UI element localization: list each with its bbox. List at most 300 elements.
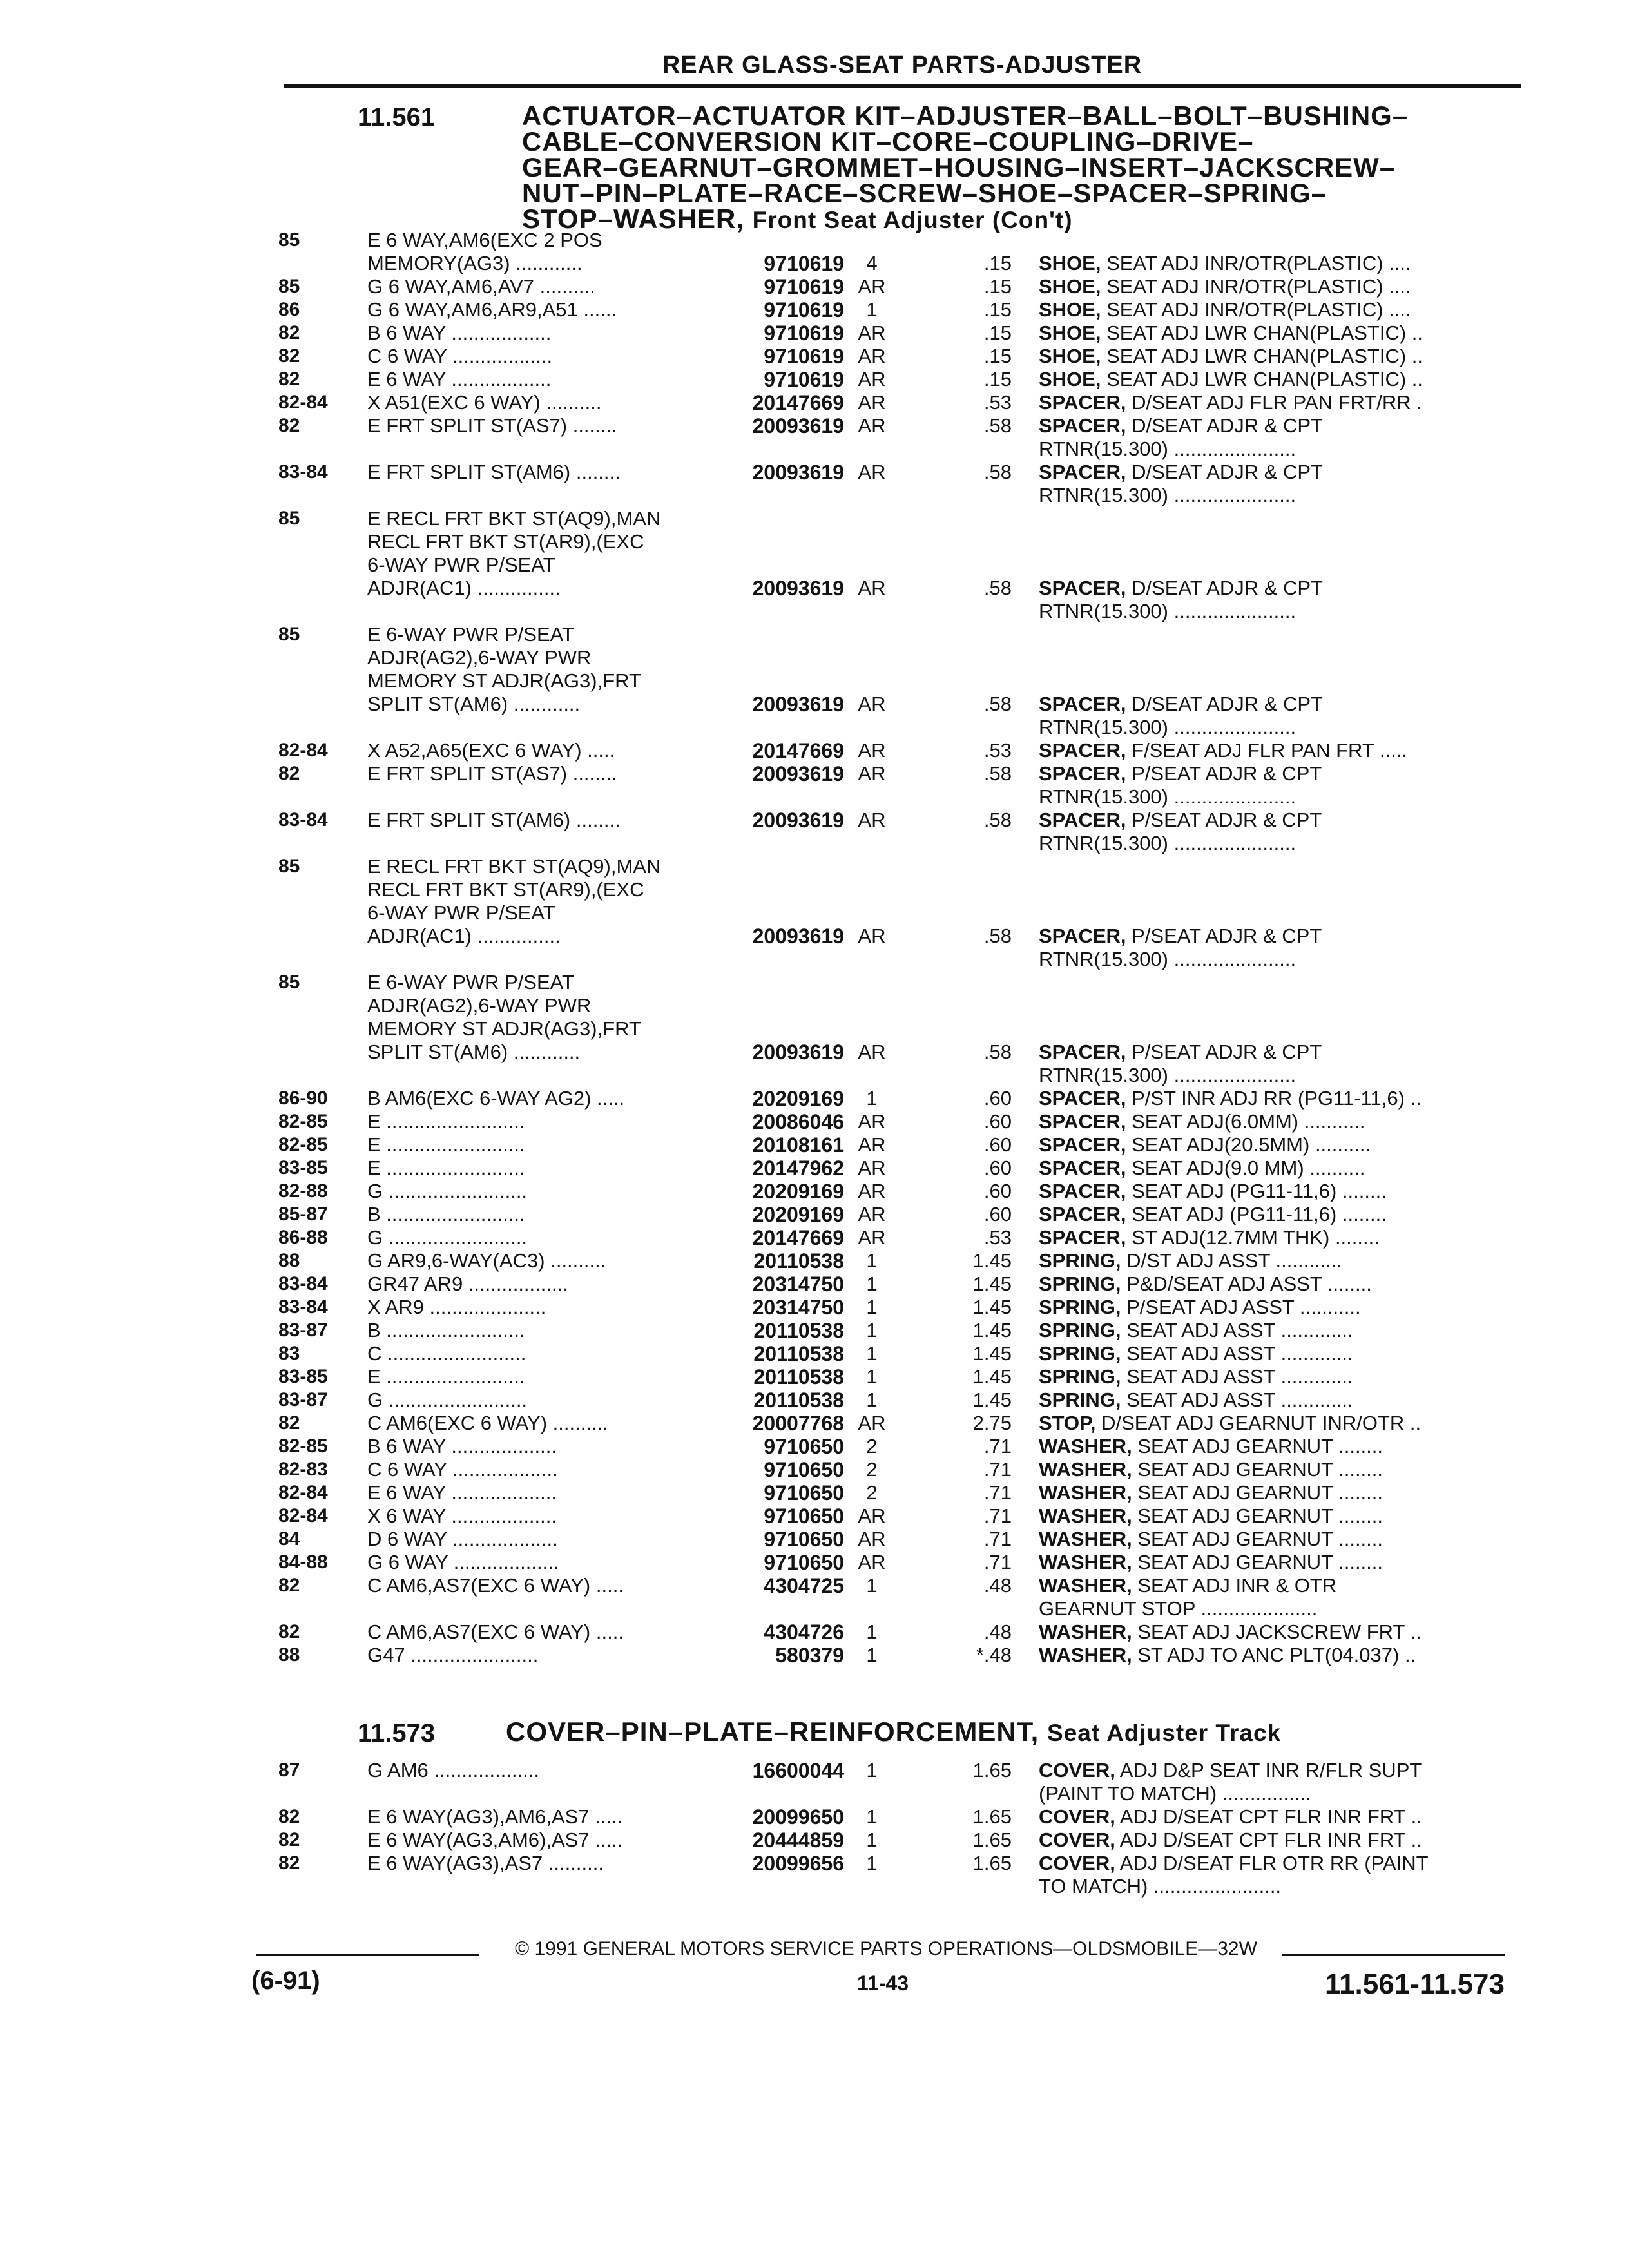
quantity: AR [858,1504,886,1527]
description-text: P&D/SEAT ADJ ASST ........ [1121,1273,1372,1295]
model-year: 83-85 [278,1157,328,1178]
application: E FRT SPLIT ST(AM6) ........ [367,809,621,831]
application: C ......................... [367,1342,526,1365]
description-text: P/ST INR ADJ RR (PG11-11,6) .. [1126,1087,1422,1110]
description-text: RTNR(15.300) ...................... [1039,785,1296,808]
description-text: RTNR(15.300) ...................... [1039,1064,1296,1086]
application: E 6 WAY(AG3),AS7 .......... [367,1852,604,1874]
part-number: 20093619 [752,762,844,785]
description-text: SEAT ADJ GEARNUT ........ [1132,1458,1383,1481]
description [1039,739,1509,762]
description-noun: SPACER, [1039,391,1126,414]
description-text: SEAT ADJ INR/OTR(PLASTIC) .... [1101,298,1411,321]
part-number: 20099650 [752,1805,844,1829]
model-year: 85 [278,856,300,877]
description-text: RTNR(15.300) ...................... [1039,948,1296,970]
parts-row [0,345,1629,368]
application: C AM6(EXC 6 WAY) .......... [367,1412,608,1434]
parts-row [0,1319,1629,1342]
part-number: 9710619 [764,345,844,368]
parts-row [0,507,1629,530]
quantity: AR [858,1133,886,1156]
parts-row [0,1412,1629,1435]
application: RECL FRT BKT ST(AR9),(EXC [367,530,644,553]
part-number: 20110538 [753,1249,844,1273]
parts-row [0,809,1629,832]
parts-row [0,1551,1629,1574]
part-number: 9710619 [764,322,844,345]
model-year: 85 [278,972,300,993]
parts-row [0,785,1629,809]
description [1039,368,1509,391]
description-text: SEAT ADJ ASST ............. [1121,1342,1353,1365]
description-noun: WASHER, [1039,1458,1132,1481]
price: .71 [983,1458,1012,1481]
description [1039,414,1509,437]
application: G AM6 ................... [367,1759,540,1782]
application: E FRT SPLIT ST(AS7) ........ [367,414,617,437]
description [1039,809,1509,832]
description [1039,1249,1509,1273]
parts-list-11-573 [0,1759,1629,1898]
parts-row [0,368,1629,391]
price: .15 [983,322,1012,344]
description-noun: WASHER, [1039,1504,1132,1527]
parts-row [0,275,1629,298]
application: G 6 WAY,AM6,AV7 .......... [367,275,595,298]
part-number: 20093619 [752,461,844,484]
description-noun: SHOE, [1039,298,1101,321]
parts-row [0,1087,1629,1110]
part-number: 20147962 [752,1157,844,1180]
parts-row [0,1458,1629,1481]
price: 1.45 [972,1249,1012,1272]
price: 1.45 [972,1342,1012,1365]
description-noun: SPACER, [1039,461,1126,483]
description-text: RTNR(15.300) ...................... [1039,716,1296,738]
application: G ......................... [367,1226,528,1249]
parts-row [0,322,1629,345]
application: B ......................... [367,1319,525,1341]
description [1039,1644,1509,1667]
description-text: SEAT ADJ(20.5MM) .......... [1126,1133,1371,1156]
quantity: AR [858,368,886,390]
quantity: 1 [866,1087,878,1110]
description-text: D/SEAT ADJR & CPT [1126,414,1323,437]
part-number: 9710650 [764,1504,844,1528]
price: .58 [983,414,1012,437]
parts-row [0,1644,1629,1667]
description-text: SEAT ADJ GEARNUT ........ [1132,1435,1383,1457]
description [1039,600,1509,623]
quantity: AR [858,275,886,298]
header-rule [284,84,1521,88]
model-year: 84 [278,1528,300,1550]
description-text: ST ADJ(12.7MM THK) ........ [1126,1226,1380,1249]
description [1039,1365,1509,1389]
part-number: 20093619 [752,414,844,437]
price: .15 [983,298,1012,321]
price: .71 [983,1435,1012,1457]
price: .58 [983,1041,1012,1063]
application: B 6 WAY .................. [367,322,552,344]
description-noun: SHOE, [1039,252,1101,274]
application: E 6 WAY,AM6(EXC 2 POS [367,229,602,251]
model-year: 82 [278,1575,300,1596]
section-range: 11.561-11.573 [1325,1968,1505,2000]
part-number: 20110538 [753,1389,844,1412]
application: E RECL FRT BKT ST(AQ9),MAN [367,507,661,530]
application: X A52,A65(EXC 6 WAY) ..... [367,739,615,762]
parts-row [0,994,1629,1017]
description-noun: SPRING, [1039,1319,1121,1341]
parts-row [0,1481,1629,1504]
price: .60 [983,1133,1012,1156]
description [1039,484,1509,507]
quantity: AR [858,1528,886,1550]
application: ADJR(AC1) ............... [367,577,561,599]
parts-row [0,1597,1629,1620]
description-noun: WASHER, [1039,1435,1132,1457]
price: .15 [983,345,1012,367]
application: G ......................... [367,1389,528,1411]
parts-row [0,901,1629,925]
price: .71 [983,1481,1012,1504]
parts-row [0,1852,1629,1875]
model-year: 83-84 [278,1273,328,1294]
part-number: 9710619 [764,275,844,298]
parts-row [0,484,1629,507]
description-text: ST ADJ TO ANC PLT(04.037) .. [1132,1644,1416,1666]
parts-row [0,832,1629,855]
part-number: 20086046 [752,1110,844,1133]
quantity: 1 [866,1829,878,1851]
part-number: 20209169 [752,1087,844,1110]
description [1039,1157,1509,1180]
description-noun: COVER, [1039,1759,1115,1782]
model-year: 82-84 [278,392,328,413]
description [1039,252,1509,275]
parts-row [0,391,1629,414]
model-year: 83-87 [278,1320,328,1341]
price: .58 [983,693,1012,715]
description-text: P/SEAT ADJR & CPT [1126,809,1322,831]
model-year: 83-87 [278,1389,328,1410]
parts-row [0,229,1629,252]
part-number: 9710650 [764,1481,844,1504]
part-number: 9710650 [764,1528,844,1551]
price: 1.45 [972,1319,1012,1341]
price: .58 [983,762,1012,785]
parts-row [0,1504,1629,1528]
part-number: 20314750 [752,1296,844,1319]
section-subtitle: Seat Adjuster Track [1047,1720,1282,1746]
quantity: AR [858,1157,886,1179]
model-year: 84-88 [278,1552,328,1573]
quantity: AR [858,925,886,947]
description-text: SEAT ADJ ASST ............. [1121,1389,1353,1411]
description-text: SEAT ADJ GEARNUT ........ [1132,1528,1383,1550]
price: 1.65 [972,1852,1012,1874]
parts-row [0,600,1629,623]
quantity: AR [858,577,886,599]
application: B 6 WAY ................... [367,1435,557,1457]
description-noun: SPACER, [1039,1226,1126,1249]
description-text: D/SEAT ADJ GEARNUT INR/OTR .. [1095,1412,1422,1434]
model-year: 88 [278,1644,300,1666]
description-noun: WASHER, [1039,1481,1132,1504]
description [1039,1296,1509,1319]
model-year: 82-83 [278,1459,328,1480]
model-year: 82 [278,1829,300,1850]
application: B AM6(EXC 6-WAY AG2) ..... [367,1087,625,1110]
quantity: 2 [866,1481,878,1504]
parts-row [0,762,1629,785]
description-text: SEAT ADJ GEARNUT ........ [1132,1504,1383,1527]
description-text: SEAT ADJ JACKSCREW FRT .. [1132,1620,1422,1643]
quantity: AR [858,1551,886,1573]
description-text: ADJ D/SEAT FLR OTR RR (PAINT [1115,1852,1429,1874]
section-title [522,103,1617,233]
parts-row [0,716,1629,739]
price: .60 [983,1203,1012,1225]
description [1039,1041,1509,1064]
parts-row [0,437,1629,461]
description [1039,1481,1509,1504]
quantity: AR [858,1203,886,1225]
parts-row [0,530,1629,553]
parts-row [0,1620,1629,1644]
description-noun: SPRING, [1039,1342,1121,1365]
description-text: P/SEAT ADJR & CPT [1126,925,1322,947]
price: .15 [983,275,1012,298]
description-noun: SHOE, [1039,322,1101,344]
model-year: 85 [278,508,300,529]
parts-row [0,1435,1629,1458]
part-number: 20093619 [752,577,844,600]
model-year: 82 [278,763,300,784]
section-heading-11-573 [358,1716,1582,1758]
application: E 6 WAY(AG3),AM6,AS7 ..... [367,1805,623,1828]
description [1039,298,1509,322]
quantity: AR [858,693,886,715]
parts-row [0,925,1629,948]
part-number: 9710650 [764,1551,844,1574]
description [1039,832,1509,855]
quantity: 1 [866,1644,878,1666]
parts-row [0,461,1629,484]
parts-row [0,252,1629,275]
description [1039,1620,1509,1644]
description [1039,1110,1509,1133]
part-number: 20147669 [752,391,844,414]
description-text: SEAT ADJ LWR CHAN(PLASTIC) .. [1101,345,1423,367]
revision-date: (6-91) [251,1966,320,1995]
model-year: 86 [278,299,300,320]
application: RECL FRT BKT ST(AR9),(EXC [367,878,644,901]
description [1039,1319,1509,1342]
description-noun: SPRING, [1039,1296,1121,1318]
part-number: 20209169 [752,1180,844,1203]
description-text: SEAT ADJ ASST ............. [1121,1319,1353,1341]
price: .53 [983,391,1012,414]
quantity: 1 [866,1389,878,1411]
description-noun: SPACER, [1039,1041,1126,1063]
price: .15 [983,368,1012,390]
page-header [284,0,1521,90]
application: E FRT SPLIT ST(AM6) ........ [367,461,621,483]
price: .60 [983,1110,1012,1133]
parts-row [0,971,1629,994]
description-text: SEAT ADJ INR/OTR(PLASTIC) .... [1101,252,1411,274]
price: .71 [983,1528,1012,1550]
description-text: SEAT ADJ(6.0MM) ........... [1126,1110,1365,1133]
model-year: 82-85 [278,1111,328,1132]
description-noun: SPRING, [1039,1389,1121,1411]
application: C AM6,AS7(EXC 6 WAY) ..... [367,1574,624,1597]
quantity: AR [858,391,886,414]
model-year: 87 [278,1760,300,1781]
description-text: D/SEAT ADJR & CPT [1126,693,1323,715]
parts-row [0,1017,1629,1041]
description [1039,925,1509,948]
description [1039,1064,1509,1087]
parts-row [0,948,1629,971]
parts-row [0,1041,1629,1064]
description-text: SEAT ADJ ASST ............. [1121,1365,1353,1388]
description-noun: SPACER, [1039,1133,1126,1156]
page-number: 11-43 [856,1972,909,1995]
parts-row [0,1273,1629,1296]
section-title-text: ACTUATOR–ACTUATOR KIT–ADJUSTER–BALL–BOLT–BUSHING– CABLE–CONVERSION KIT–CORE–COUPLING–DRIVE– GEAR–GEARNUT–GROMMET–HOUSING–INSERT–JACKSCREW– NUT–PIN–PLATE–RACE–SCREW–SHOE–SPACER–SPRING– STOP–WASHER, [522,101,1409,234]
description-noun: SPACER, [1039,1203,1126,1225]
footer-rule-right [1282,1954,1505,1956]
model-year: 82-85 [278,1134,328,1155]
model-year: 82 [278,1852,300,1874]
parts-row [0,693,1629,716]
parts-row [0,1342,1629,1365]
description-text: F/SEAT ADJ FLR PAN FRT ..... [1126,739,1407,762]
description-text: D/ST ADJ ASST ............ [1121,1249,1342,1272]
quantity: 1 [866,1620,878,1643]
parts-row [0,1110,1629,1133]
description-text: SEAT ADJ GEARNUT ........ [1132,1551,1383,1573]
description-noun: SPACER, [1039,925,1126,947]
description [1039,275,1509,298]
parts-row [0,623,1629,646]
description [1039,948,1509,971]
model-year: 86-90 [278,1088,328,1109]
model-year: 82-84 [278,1505,328,1526]
description-text: SEAT ADJ LWR CHAN(PLASTIC) .. [1101,368,1423,390]
price: *.48 [976,1644,1012,1666]
description-text: ADJ D/SEAT CPT FLR INR FRT .. [1115,1829,1422,1851]
parts-row [0,1759,1629,1782]
description-noun: SPRING, [1039,1249,1121,1272]
application: C 6 WAY .................. [367,345,553,367]
model-year: 83-85 [278,1366,328,1387]
price: 1.45 [972,1273,1012,1295]
parts-row [0,739,1629,762]
price: 1.45 [972,1365,1012,1388]
description [1039,1342,1509,1365]
description [1039,1412,1509,1435]
description-text: ADJ D&P SEAT INR R/FLR SUPT [1115,1759,1422,1782]
parts-list-11-561 [0,229,1629,1667]
description [1039,1203,1509,1226]
price: .71 [983,1551,1012,1573]
description [1039,1133,1509,1157]
quantity: 1 [866,1574,878,1597]
quantity: AR [858,1180,886,1202]
part-number: 4304726 [764,1620,844,1644]
application: X AR9 ..................... [367,1296,546,1318]
description-noun: SHOE, [1039,345,1101,367]
quantity: AR [858,739,886,762]
price: 1.45 [972,1296,1012,1318]
part-number: 20099656 [752,1852,844,1875]
quantity: AR [858,1110,886,1133]
part-number: 9710619 [764,368,844,391]
description [1039,1389,1509,1412]
application: G ......................... [367,1180,528,1202]
application: SPLIT ST(AM6) ............ [367,693,581,715]
description [1039,1805,1509,1829]
parts-row [0,1528,1629,1551]
part-number: 20444859 [752,1829,844,1852]
part-number: 20093619 [752,693,844,716]
model-year: 83-84 [278,809,328,831]
part-number: 4304725 [764,1574,844,1597]
description-noun: WASHER, [1039,1574,1132,1597]
application: G AR9,6-WAY(AC3) .......... [367,1249,606,1272]
quantity: 1 [866,1759,878,1782]
description-noun: SPACER, [1039,577,1126,599]
description-noun: WASHER, [1039,1528,1132,1550]
description-noun: SPRING, [1039,1273,1121,1295]
price: .58 [983,577,1012,599]
parts-row [0,414,1629,437]
quantity: 1 [866,1273,878,1295]
description-text: RTNR(15.300) ...................... [1039,484,1296,506]
price: .53 [983,1226,1012,1249]
model-year: 82-85 [278,1436,328,1457]
description-text: D/SEAT ADJ FLR PAN FRT/RR . [1126,391,1422,414]
description-text: SEAT ADJ LWR CHAN(PLASTIC) .. [1101,322,1423,344]
section-number: 11.561 [358,103,436,131]
model-year: 82 [278,1806,300,1827]
application: MEMORY(AG3) ............ [367,252,583,274]
description [1039,1087,1509,1110]
application: E FRT SPLIT ST(AS7) ........ [367,762,617,785]
description-text: D/SEAT ADJR & CPT [1126,461,1323,483]
description [1039,1226,1509,1249]
description-noun: SPACER, [1039,762,1126,785]
application: G47 ....................... [367,1644,539,1666]
description-noun: SPRING, [1039,1365,1121,1388]
model-year: 82-84 [278,1482,328,1503]
parts-row [0,1389,1629,1412]
parts-row [0,669,1629,693]
description [1039,1759,1509,1782]
description-noun: SPACER, [1039,1110,1126,1133]
quantity: 1 [866,1365,878,1388]
model-year: 82 [278,415,300,436]
parts-row [0,878,1629,901]
application: E ......................... [367,1365,525,1388]
price: .58 [983,461,1012,483]
quantity: 1 [866,298,878,321]
